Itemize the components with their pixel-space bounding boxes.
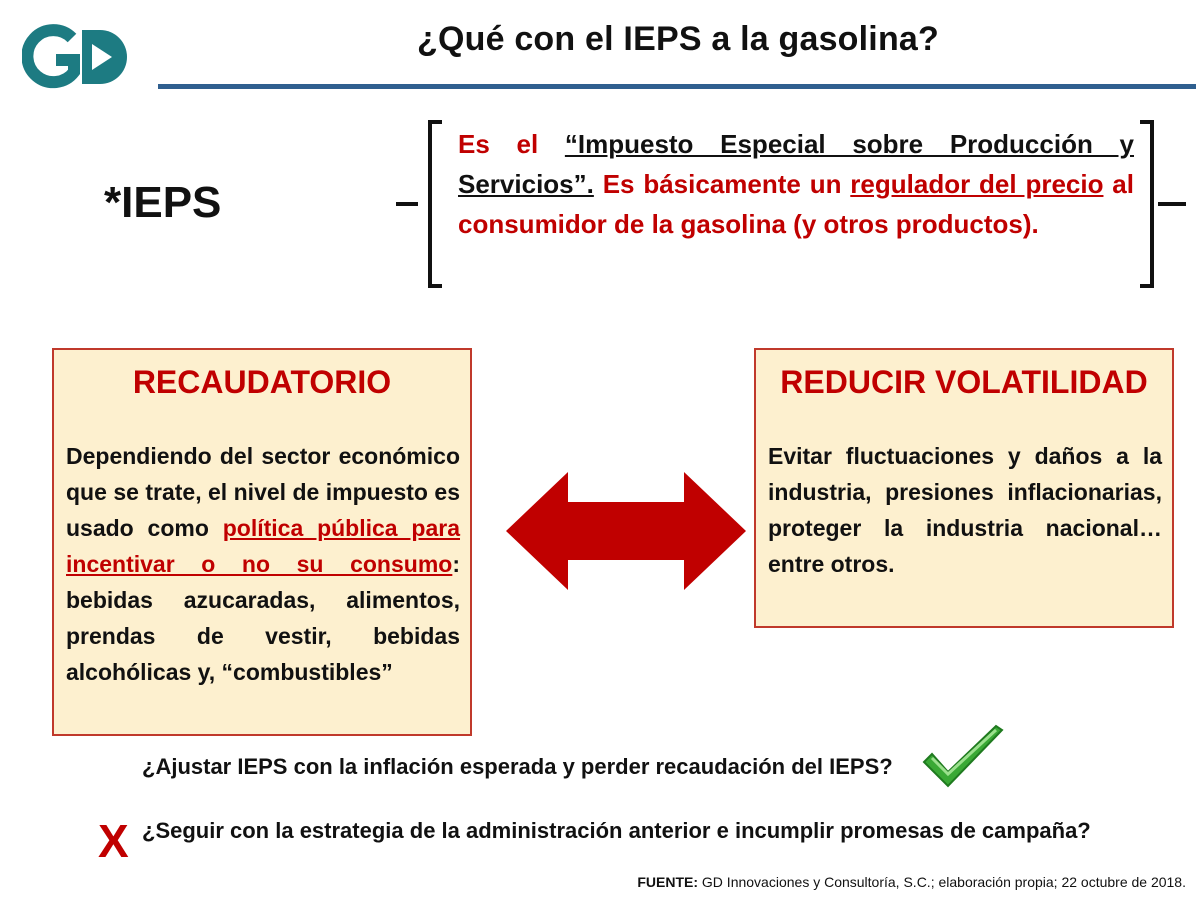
definition-tax-name: “Impuesto Especial sobre Producción y Servicios”. <box>458 129 1134 199</box>
recaudatorio-policy-text: política pública para incentivar o no su consumo <box>66 515 460 577</box>
definition-regulator: regulador del precio <box>850 169 1104 199</box>
x-mark-icon: X <box>98 815 129 867</box>
definition-part-3: Es básicamente un <box>593 169 851 199</box>
page-title: ¿Qué con el IEPS a la gasolina? <box>416 20 939 58</box>
source-note <box>637 874 1186 890</box>
question-adjust-ieps: ¿Ajustar IEPS con la inflación esperada y perder recaudación del IEPS? <box>142 754 893 779</box>
source-label: FUENTE: <box>637 874 699 890</box>
title-divider <box>158 84 1196 89</box>
reducir-volatilidad-body: Evitar fluctuaciones y daños a la industria, presiones inflacionarias, proteger la industria nacional… entre otros. <box>768 443 1162 577</box>
recaudatorio-text-1: Dependiendo del sector económico que se trate, el nivel de impuesto es usado como <box>66 443 460 541</box>
ieps-label: *IEPS <box>104 178 222 227</box>
recaudatorio-text-3: : bebidas azucaradas, alimentos, prendas de vestir, bebidas alcohólicas y, “combustibles” <box>66 551 460 685</box>
recaudatorio-heading: RECAUDATORIO <box>132 364 392 400</box>
double-arrow-icon <box>506 472 746 590</box>
definition-part-1: Es el <box>458 129 565 159</box>
check-icon <box>920 724 1006 792</box>
ieps-definition <box>458 124 1134 244</box>
definition-part-5: al consumidor de la gasolina (y otros productos). <box>458 169 1134 239</box>
recaudatorio-body <box>66 438 460 690</box>
reducir-volatilidad-heading: REDUCIR VOLATILIDAD <box>780 364 1148 400</box>
reducir-volatilidad-box <box>754 348 1174 628</box>
gd-logo <box>22 22 140 92</box>
recaudatorio-box <box>52 348 472 736</box>
question-previous-strategy: ¿Seguir con la estrategia de la administración anterior e incumplir promesas de campaña? <box>142 818 1091 843</box>
source-text: GD Innovaciones y Consultoría, S.C.; elaboración propia; 22 octubre de 2018. <box>698 874 1186 890</box>
